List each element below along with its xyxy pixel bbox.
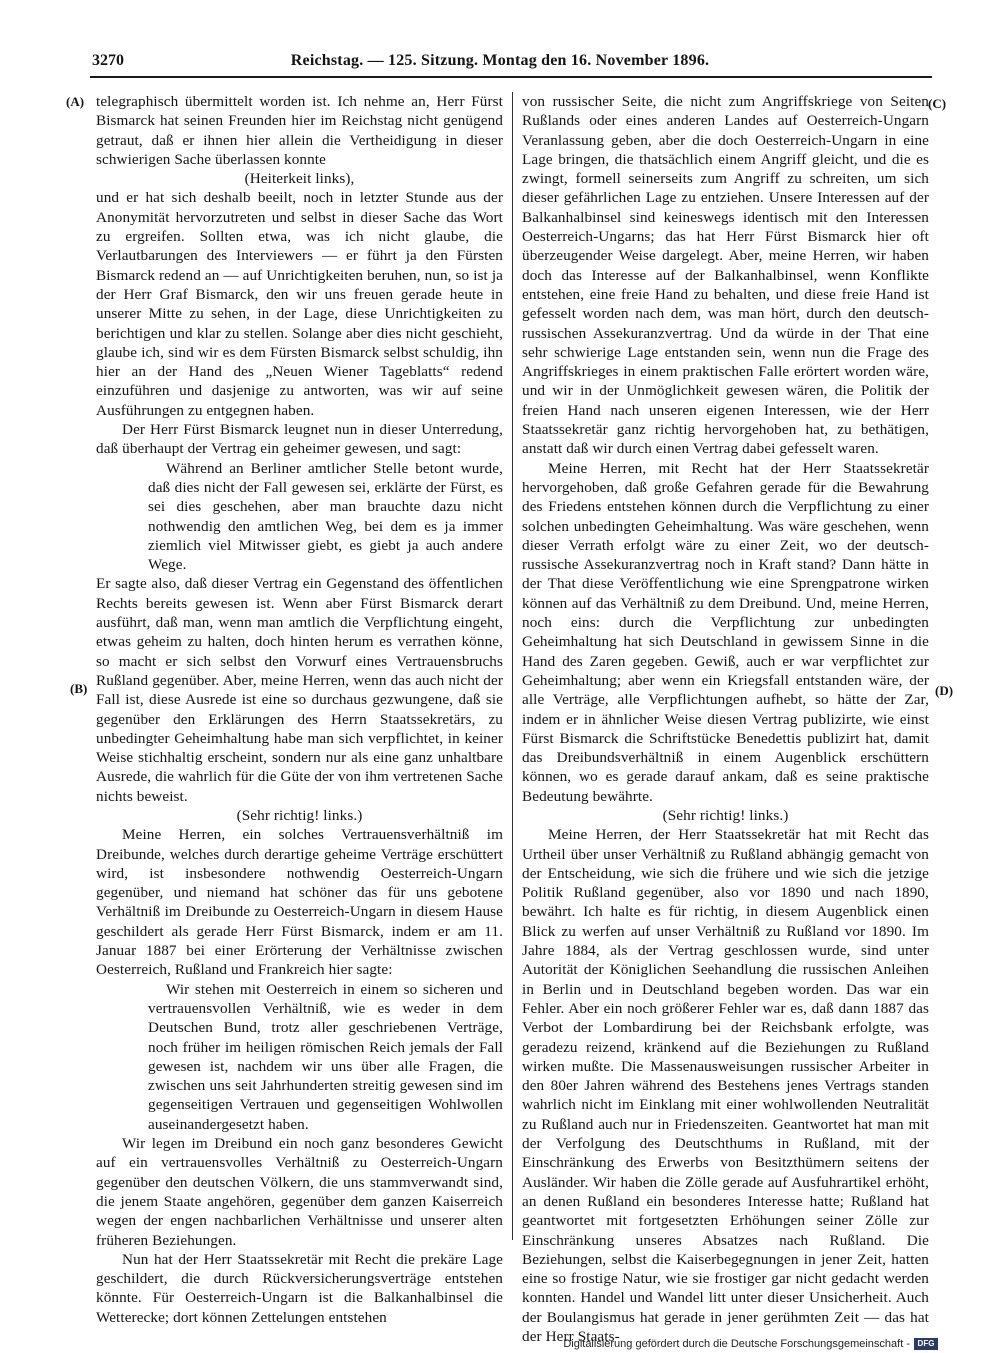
paragraph-continued: und er hat sich deshalb beeilt, noch in letzter Stunde aus der Anonymität hervorzutreten und selbst in dieser Sache das Wort zu ergreifen. Sollten etwa, was ich nicht glaube, die Verlautbarungen des Interviewers — er führt ja den Fürsten Bismarck redend an — auf Unrichtigkeiten beruhen, nun, so ist ja der Herr Graf Bismarck, den wir uns freuen gerade heute in unserer Mitte zu sehen, in der Lage, diese Unrichtigkeiten zu berichtigen und klar zu stellen. Solange aber dies nicht geschieht, glaube ich, sind wir es dem Fürsten Bismarck selbst schuldig, ihn hier an der Hand des „Neuen Wiener Tageblatts“ redend einzuführen und dasjenige zu antworten, was wir auf seine Ausführungen zu entgegnen haben.: [96, 189, 503, 419]
margin-mark-c: (C): [928, 96, 947, 111]
block-quote: Während an Berliner amtlicher Stelle betont wurde, daß dies nicht der Fall gewesen sei, erklärte der Fürst, es sei dies geschehen, aber man brauchte dazu nicht nothwendig den amtlichen Weg, bei dem es ja immer ziemlich viel Mitwisser giebt, es giebt ja auch andere Wege.: [148, 459, 503, 574]
paragraph: Meine Herren, der Herr Staatssekretär hat mit Recht das Urtheil über unser Verhältniß zu Rußland abhängig gemacht von der Entscheidung, wie sich die frühere und wie sich die jetzige Politik Rußland gegenüber, also vor 1890 und nach 1890, bewährt. Ich halte es für richtig, in diesem Augenblick einen Blick zu werfen auf unser Verhältniß zu Rußland vor 1890. Im Jahre 1884, als der Vertrag geschlossen wurde, sind unter Autorität der Königlichen Seehandlung die russischen Anleihen in Berlin und in Deutschland begeben worden. Das war ein Fehler. Aber ein noch größerer Fehler war es, daß dann 1887 das Verbot der Lombardirung bei der Reichsbank erfolgte, was geradezu reizend, kränkend auf die Beziehungen zu Rußland wirken mußte. Die Massenausweisungen russischer Arbeiter in den 80er Jahren während des Bestehens jenes Vertrags standen wahrlich nicht im Einklang mit einer wohlwollenden Neutralität zu Rußland auch nur in Friedenszeiten. Geantwortet hat man mit der Verfolgung des Deutschthums in Rußland, mit der Einschränkung des Erwerbs von Besitzthümern seitens der Ausländer. Wir haben die Zölle gerade auf Ausfuhrartikel erhöht, an denen Rußland ein besonderes Interesse hatte; Rußland hat geantwortet mit fortgesetzten Erhöhungen seiner Zölle zur Einschränkung unseres Absatzes nach Rußland. Die Beziehungen, selbst die Kaiserbegegnungen in jener Zeit, hatten eine so frostige Natur, wie sie frostiger gar nicht gedacht werden konnten. Handel und Wandel litt unter dieser Unsicherheit. Auch der Boulangismus hat gerade in jener gerühmten Zeit — das hat der Herr Staats-: [522, 826, 929, 1345]
interjection: (Heiterkeit links),: [244, 170, 355, 188]
column-right: [522, 92, 929, 1346]
paragraph: Nun hat der Herr Staatssekretär mit Recht die prekäre Lage geschildert, die durch Rückversicherungsverträge entstehen könnte. Für Oesterreich-Ungarn ist die Balkanhalbinsel die Wetterecke; dort können Zettelungen entstehen: [96, 1250, 503, 1326]
paragraph: Wir legen im Dreibund ein noch ganz besonderes Gewicht auf ein vertrauensvolles Verhältniß zu Oesterreich-Ungarn gegenüber den deutschen Völkern, die uns stammverwandt sind, die jenem Staate angehören, gegenüber dem ganzen Kaiserreich wegen der engen nachbarlichen Verhältnisse und unserer alten früheren Beziehungen.: [96, 1135, 503, 1249]
column-left: [96, 92, 503, 1327]
digitization-footer: [563, 1338, 938, 1350]
interjection: (Sehr richtig! links.): [662, 806, 789, 824]
paragraph: Meine Herren, ein solches Vertrauensverhältniß im Dreibunde, welches durch derartige geheime Verträge erschüttert wird, ist insbesondere nothwendig Oesterreich-Ungarn gegenüber, und niemand hat schöner das für uns gebotene Verhältniß im Dreibunde zu Oesterreich-Ungarn in diesem Hause geschildert als gerade Herr Fürst Bismarck, indem er am 11. Januar 1887 bei einer Erörterung der Verhältnisse zwischen Oesterreich, Rußland und Frankreich hier sagte:: [96, 826, 503, 979]
margin-mark-d: (D): [935, 683, 954, 698]
running-head: Reichstag. — 125. Sitzung. Montag den 16. November 1896.: [290, 52, 710, 69]
paragraph: Meine Herren, mit Recht hat der Herr Staatssekretär hervorgehoben, daß große Gefahren gerade für die Bewahrung des Friedens entstehen können durch die Verpflichtung zu einer solchen unbedingten Geheimhaltung. Was wäre geschehen, wenn dieser Verrath erfolgt wäre zu einer Zeit, wo der deutsch-russische Assekuranzvertrag noch in Kraft stand? Dann hätte in der That diese Veröffentlichung wie eine Sprengpatrone wirken können auf das Verhältniß zu dem Dreibund. Und, meine Herren, noch eins: durch die Verpflichtung zur unbedingten Geheimhaltung hat sich Deutschland in gewissem Sinne in die Hand des Zaren gegeben. Gewiß, auch er war verpflichtet zur Geheimhaltung; aber wenn ein Kriegsfall entstanden wäre, der alle Verträge, alle Verpflichtungen aufhebt, so hätte der Zar, indem er in ähnlicher Weise diesen Vertrag publizirte, wie einst Fürst Bismarck die Schriftstücke Benedettis publizirt hat, damit das Dreibundsverhältniß in einem Augenblick erschüttern können, wo es gerade darauf ankam, daß es seine praktische Bedeutung bewährte.: [522, 459, 929, 805]
page-number: 3270: [92, 52, 124, 69]
paragraph-continued: Er sagte also, daß dieser Vertrag ein Gegenstand des öffentlichen Rechts bereits gewesen ist. Wenn aber Fürst Bismarck derart ausführt, daß man, wenn man amtlich die Verpflichtung eingeht, etwas geheim zu halten, doch hinten herum es verrathen könne, so macht er sich selbst den Vorwurf eines Vertrauensbruchs Rußland gegenüber. Aber, meine Herren, wenn das auch nicht der Fall ist, diese Ausrede ist eine so durchaus gezwungene, daß sie gegenüber den Erklärungen des Herrn Staatssekretärs, zu unbedingter Geheimhaltung habe man sich verpflichtet, in keiner Weise stichhaltig erscheint, sondern nur als eine ganz unhaltbare Ausrede, die wahrlich für die Güte der von ihm vertretenen Sache nichts beweist.: [96, 575, 503, 805]
header-rule: [90, 76, 932, 78]
margin-mark-b: (B): [70, 681, 88, 696]
margin-mark-a: (A): [66, 94, 85, 109]
interjection: (Sehr richtig! links.): [236, 806, 363, 824]
column-divider: [512, 92, 513, 1240]
block-quote: Wir stehen mit Oesterreich in einem so sicheren und vertrauensvollen Verhältniß, wie es weder in dem Deutschen Bund, trotz aller geschriebenen Verträge, noch früher im heiligen römischen Reich jemals der Fall gewesen ist, nachdem wir uns über alle Fragen, die zwischen uns seit Jahrhunderten streitig gewesen sind im gegenseitigen Vertrauen und gegenseitigen Wohlwollen auseinandergesetzt haben.: [148, 980, 503, 1133]
dfg-logo: DFG: [914, 1338, 938, 1350]
paragraph-continued: von russischer Seite, die nicht zum Angriffskriege von Seiten Rußlands oder eines anderen Landes auf Oesterreich-Ungarn Veranlassung geben, aber die doch Oesterreich-Ungarn in eine Lage bringen, die thatsächlich einem Angriff gleicht, und die es zwingt, formell seinerseits zum Angriff zu schreiten, um sich dieser gefährlichen Lage zu entziehen. Unsere Interessen auf der Balkanhalbinsel sind keineswegs identisch mit den Interessen Oesterreich-Ungarns; das hat Herr Fürst Bismarck hier oft überzeugender Weise dargelegt. Aber, meine Herren, wir haben doch das Interesse auf der Balkanhalbinsel, wenn Konflikte entstehen, eine freie Hand zu behalten, und diese freie Hand ist gefesselt worden nach dem, was man hört, durch den deutsch-russischen Assekuranzvertrag. Und da würde in der That eine sehr schwierige Lage entstanden sein, wenn nun die Frage des Angriffskrieges in einem praktischen Falle erörtert worden wäre, und wir in der Unmöglichkeit gewesen wären, die Politik der freien Hand nach unseren eigenen Interessen, wie der Herr Staatssekretär ganz richtig hervorgehoben hat, zu bethätigen, anstatt daß wir durch einen Vertrag dabei gefesselt waren.: [522, 93, 929, 458]
footer-credit: Digitalisierung gefördert durch die Deutsche Forschungsgemeinschaft -: [563, 1338, 910, 1350]
paragraph: Der Herr Fürst Bismarck leugnet nun in dieser Unterredung, daß überhaupt der Vertrag ein geheimer gewesen, und sagt:: [96, 421, 503, 458]
paragraph-continued: telegraphisch übermittelt worden ist. Ich nehme an, Herr Fürst Bismarck hat seinen Freunden hier im Reichstag nicht genügend getraut, daß er ihnen hier allein die Vertheidigung in dieser schwierigen Sache überlassen konnte: [96, 93, 503, 168]
